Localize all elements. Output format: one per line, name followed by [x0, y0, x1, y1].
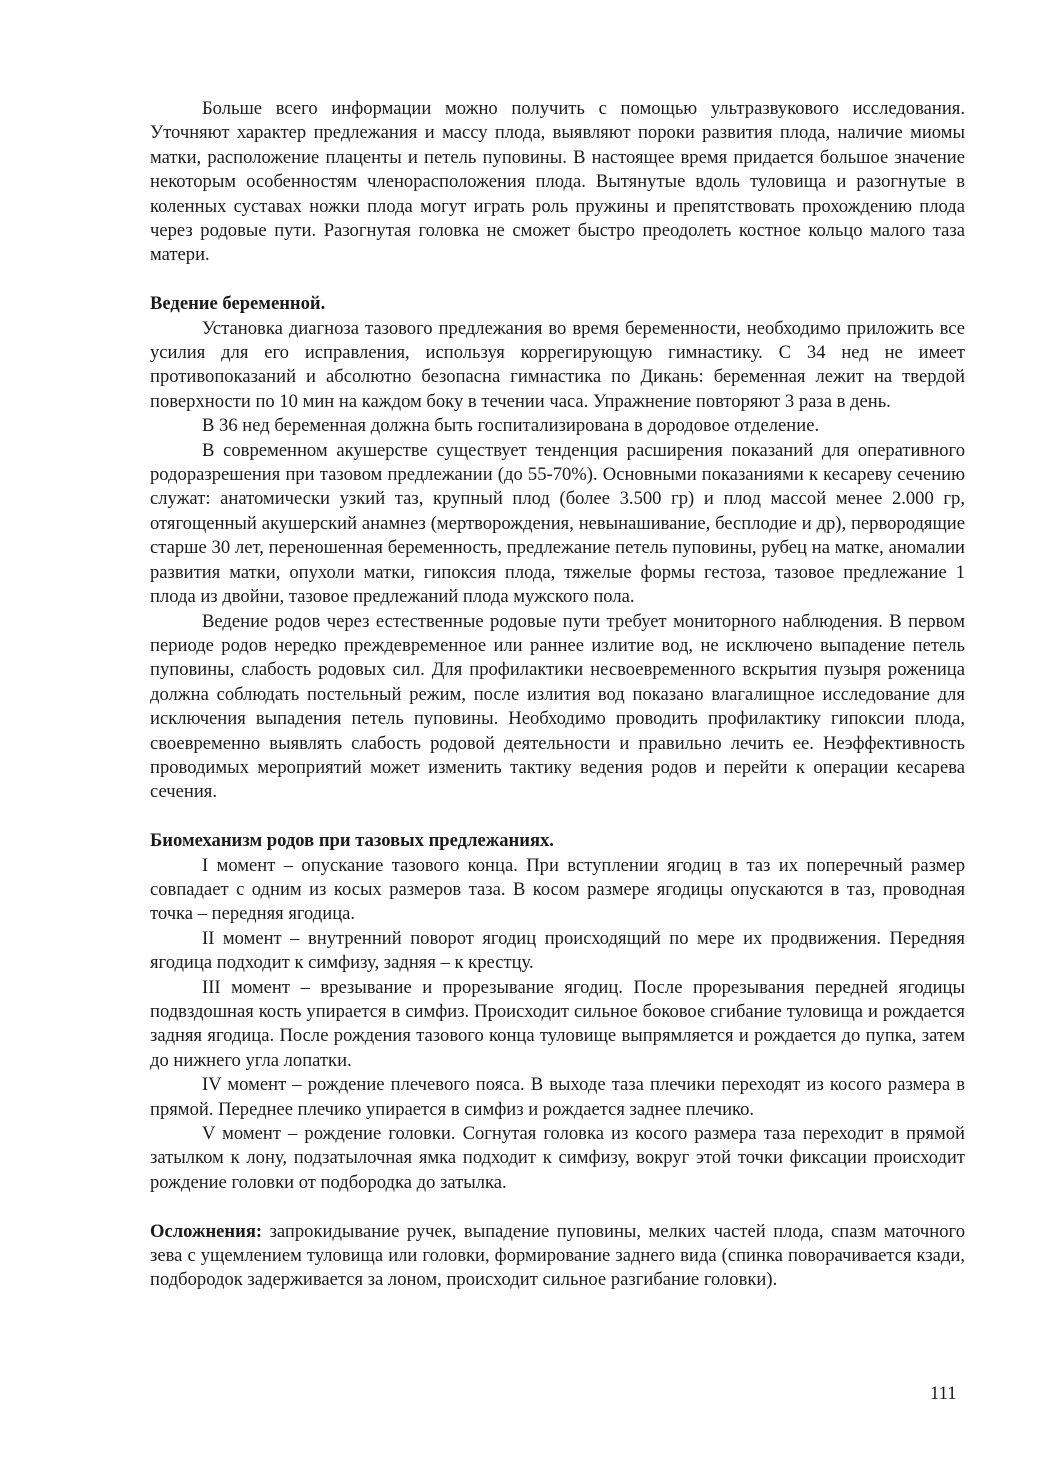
pregnancy-paragraph: Ведение родов через естественные родовые пути требует мониторного наблюдения. В первом периоде родов нередко преждевременное или раннее излитие вод, не исключено выпадение петель пуповины, слабость родовых сил. Для профилактики несвоевременного вскрытия пузыря роженица должна соблюдать постельный режим, после излития вод показано влагалищное исследование для исключения выпадения петель пуповины. Необходимо проводить профилактику гипоксии плода, своевременно выявлять слабость родовой деятельности и правильно лечить ее. Неэффективность проводимых мероприятий может изменить тактику ведения родов и перейти к операции кесарева сечения. — [150, 610, 965, 803]
biomechanism-paragraph: IV момент – рождение плечевого пояса. В выходе таза плечики переходят из косого размера в прямой. Переднее плечико упирается в симфиз и рождается заднее плечико. — [150, 1074, 965, 1120]
section-gap — [150, 805, 965, 829]
biomechanism-paragraph: I момент – опускание тазового конца. При вступлении ягодиц в таз их поперечный размер совпадает с одним из косых размеров таза. В косом размере ягодицы опускаются в таз, проводная точка – передняя ягодица. — [150, 854, 965, 925]
page-number: 111 — [930, 1383, 957, 1404]
pregnancy-paragraph: В 36 нед беременная должна быть госпитализирована в дородовое отделение. — [202, 415, 820, 437]
section-gap — [150, 1195, 965, 1219]
section-heading-biomechanism: Биомеханизм родов при тазовых предлежаниях. — [150, 830, 554, 852]
intro-paragraph: Больше всего информации можно получить с помощью ультразвукового исследования. Уточняют характер предлежания и массу плода, выявляют пороки развития плода, наличие миомы матки, расположение плаценты и петель пуповины. В настоящее время придается большое значение некоторым особенностям членорасположения плода. Вытянутые вдоль туловища и разогнутые в коленных суставах ножки плода могут играть роль пружины и препятствовать прохождению плода через родовые пути. Разогнутая головка не сможет быстро преодолеть костное кольцо малого таза матери. — [150, 98, 965, 266]
complications-label: Осложнения: — [150, 1220, 263, 1242]
biomechanism-paragraph: III момент – врезывание и прорезывание ягодиц. После прорезывания передней ягодицы подвздошная кость упирается в симфиз. Происходит сильное боковое сгибание туловища и рождается задняя ягодица. После рождения тазового конца туловище выпрямляется и рождается до пупка, затем до нижнего угла лопатки. — [150, 976, 965, 1071]
pregnancy-paragraph: В современном акушерстве существует тенденция расширения показаний для оперативного родоразрешения при тазовом предлежании (до 55-70%). Основными показаниями к кесареву сечению служат: анатомически узкий таз, крупный плод (более 3.500 гр) и плод массой менее 2.000 гр, отягощенный акушерский анамнез (мертворождения, невынашивание, бесплодие и др), первородящие старше 30 лет, переношенная беременность, предлежание петель пуповины, рубец на матке, аномалии развития матки, опухоли матки, гипоксия плода, тяжелые формы гестоза, тазовое предлежание 1 плода из двойни, тазовое предлежаний плода мужского пола. — [150, 439, 965, 608]
section-gap — [150, 268, 965, 292]
pregnancy-paragraph: Установка диагноза тазового предлежания во время беременности, необходимо приложить все усилия для его исправления, используя коррегирующую гимнастику. С 34 нед не имеет противопоказаний и абсолютно безопасна гимнастика по Дикань: беременная лежит на твердой поверхности по 10 мин на каждом боку в течении часа. Упражнение повторяют 3 раза в день. — [150, 317, 965, 412]
biomechanism-paragraph: V момент – рождение головки. Согнутая головка из косого размера таза переходит в прямой затылком к лону, подзатылочная ямка подходит к симфизу, вокруг этой точки фиксации происходит рождение головки от подбородка до затылка. — [150, 1123, 965, 1193]
document-page — [150, 97, 965, 1293]
complications-text: запрокидывание ручек, выпадение пуповины, мелких частей плода, спазм маточного зева с ущемлением туловища или головки, формирование заднего вида (спинка поворачивается кзади, подбородок задерживается за лоном, происходит сильное разгибание головки). — [150, 1220, 965, 1291]
section-heading-pregnancy: Ведение беременной. — [150, 293, 326, 315]
biomechanism-paragraph: II момент – внутренний поворот ягодиц происходящий по мере их продвижения. Передняя ягодица подходит к симфизу, задняя – к крестцу. — [150, 927, 965, 974]
complications-paragraph — [150, 1220, 965, 1293]
